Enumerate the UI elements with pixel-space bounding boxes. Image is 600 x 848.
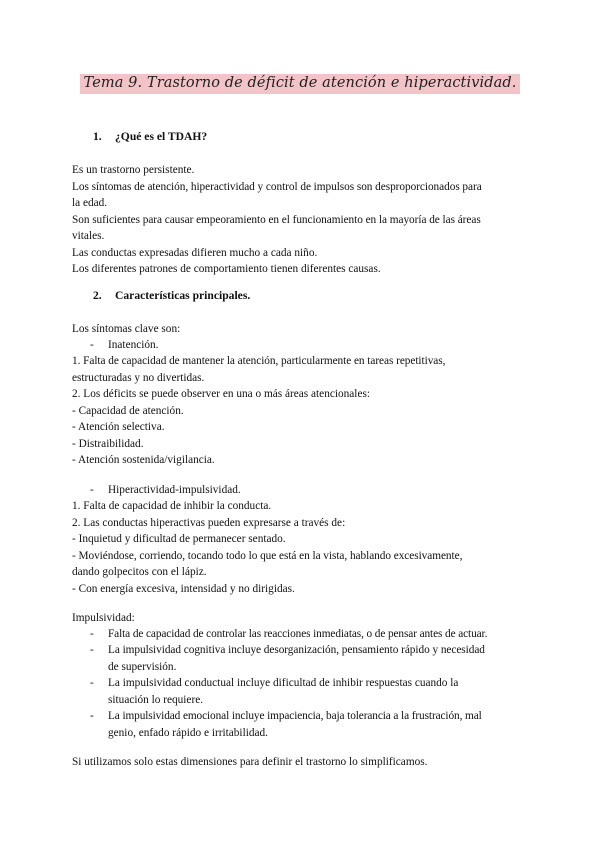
hiperactividad-sub-2-line-1: - Moviéndose, corriendo, tocando todo lo que está en la vista, hablando excesivamente,	[72, 549, 463, 562]
impulsividad-bullet-line: La impulsividad cognitiva incluye desorganización, pensamiento rápido y necesidad	[108, 644, 485, 656]
impulsividad-label: Impulsividad:	[72, 612, 135, 624]
section-2-title: Características principales.	[115, 289, 251, 302]
hiperactividad-body	[72, 498, 527, 597]
title-container	[0, 74, 600, 94]
dash-marker: -	[90, 484, 94, 496]
impulsividad-bullet-text	[108, 642, 527, 675]
hiperactividad-item-2: 2. Las conductas hiperactivas pueden expresarse a través de:	[72, 516, 346, 529]
impulsividad-bullet-line: genio, enfado rápido e irritabilidad.	[108, 726, 268, 739]
s1-line-5: vitales.	[72, 230, 105, 242]
inatencion-subitem: - Capacidad de atención.	[72, 404, 184, 417]
section-2-heading	[93, 289, 250, 302]
section-1-title: ¿Qué es el TDAH?	[115, 130, 208, 143]
s1-line-4: Son suficientes para causar empeoramiento en el funcionamiento en la mayoría de las áreas	[72, 213, 481, 226]
document-title: Tema 9. Trastorno de déficit de atención e hiperactividad.	[80, 74, 521, 94]
dash-marker: -	[90, 339, 94, 351]
dash-marker: -	[90, 677, 94, 689]
section-2-intro: Los síntomas clave son:	[72, 323, 181, 335]
s1-line-1: Es un trastorno persistente.	[72, 164, 195, 176]
section-2-number: 2.	[93, 289, 102, 302]
impulsividad-bullet-text	[108, 708, 527, 741]
dash-marker: -	[90, 644, 94, 656]
inatencion-item-2: 2. Los déficits se puede observer en una o más áreas atencionales:	[72, 388, 370, 400]
dash-marker: -	[90, 710, 94, 722]
impulsividad-bullet-text	[108, 675, 527, 708]
hiperactividad-sub-1: - Inquietud y dificultad de permanecer sentado.	[72, 533, 286, 545]
s1-line-3: la edad.	[72, 197, 108, 209]
impulsividad-bullet-line: La impulsividad emocional incluye impaciencia, baja tolerancia a la frustración, mal	[108, 710, 482, 722]
inatencion-label: Inatención.	[108, 339, 159, 351]
inatencion-item-1-line-1: 1. Falta de capacidad de mantener la atención, particularmente en tareas repetitivas,	[72, 355, 446, 367]
hiperactividad-sub-2-line-2: dando golpecitos con el lápiz.	[72, 566, 207, 578]
inatencion-subitem: - Distraibilidad.	[72, 437, 144, 450]
hiperactividad-sub-3: - Con energía excesiva, intensidad y no dirigidas.	[72, 582, 295, 595]
impulsividad-bullet-line: de supervisión.	[108, 660, 177, 673]
inatencion-subitem: - Atención selectiva.	[72, 421, 165, 433]
s1-line-2: Los síntomas de atención, hiperactividad y control de impulsos son desproporcionados para	[72, 180, 482, 193]
section-1-heading	[93, 130, 207, 143]
s1-line-6: Las conductas expresadas difieren mucho a cada niño.	[72, 246, 318, 259]
hiperactividad-item-1: 1. Falta de capacidad de inhibir la conducta.	[72, 500, 272, 512]
section-1-body	[72, 162, 527, 278]
inatencion-body	[72, 353, 527, 469]
dash-marker: -	[90, 628, 94, 640]
impulsividad-bullet-line: situación lo requiere.	[108, 693, 204, 706]
impulsividad-bullet-text: Falta de capacidad de controlar las reacciones inmediatas, o de pensar antes de actuar.	[108, 628, 488, 640]
inatencion-item-1-line-2: estructuradas y no divertidas.	[72, 371, 205, 384]
closing-sentence: Si utilizamos solo estas dimensiones para definir el trastorno lo simplificamos.	[72, 756, 428, 768]
s1-line-7: Los diferentes patrones de comportamiento tienen diferentes causas.	[72, 263, 381, 275]
impulsividad-bullet-line: La impulsividad conductual incluye dificultad de inhibir respuestas cuando la	[108, 677, 459, 689]
section-1-number: 1.	[93, 130, 102, 143]
inatencion-subitem: - Atención sostenida/vigilancia.	[72, 454, 215, 466]
hiperactividad-label: Hiperactividad-impulsividad.	[108, 484, 241, 496]
